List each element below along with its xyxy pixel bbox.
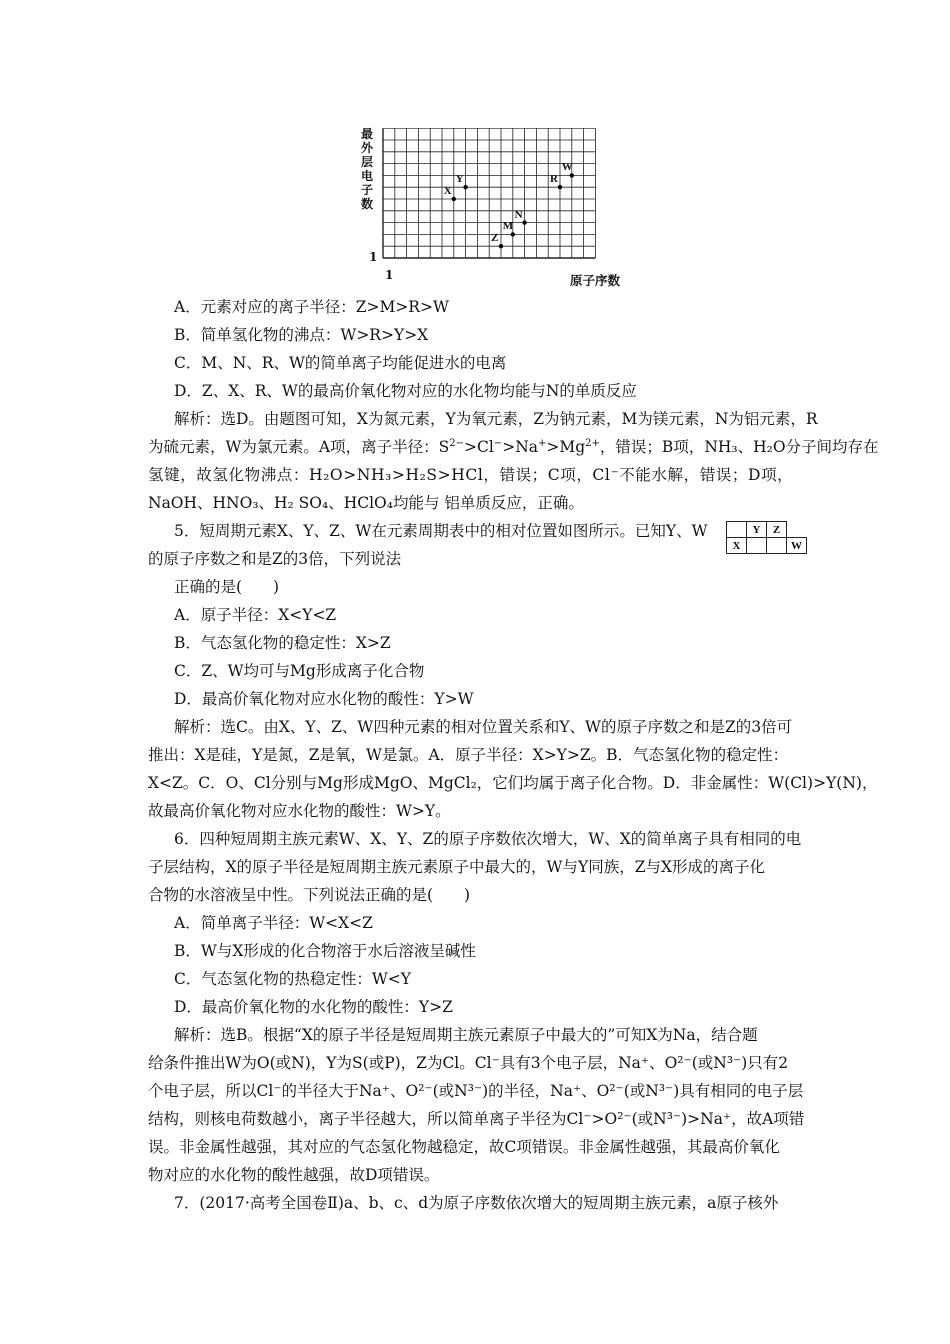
- pt-cell: Y: [747, 522, 767, 538]
- chart-ylabel: 最 外 层 电 子 数: [361, 127, 374, 211]
- pt-cell: Z: [767, 522, 787, 538]
- pt-cell: X: [727, 538, 747, 554]
- data-label-n: N: [514, 208, 523, 221]
- q4-option-d: D．Z、X、R、W的最高价氧化物对应的水化物均能与N的单质反应: [174, 382, 637, 400]
- q4-option-b: B．简单氢化物的沸点：W>R>Y>X: [174, 326, 429, 344]
- q5-explanation-4: 故最高价氧化物对应水化物的酸性：W>Y。: [148, 802, 451, 820]
- q6-option-d: D．最高价氧化物的水化物的酸性：Y>Z: [174, 998, 453, 1016]
- pt-cell: [787, 522, 807, 538]
- q6-explanation-6: 物对应的水化物的酸性越强，故D项错误。: [148, 1166, 440, 1184]
- q7-stem-1: 7．(2017·高考全国卷Ⅱ)a、b、c、d为原子序数依次增大的短周期主族元素，a原子核外: [174, 1194, 779, 1212]
- q5-option-a: A．原子半径：X<Y<Z: [174, 606, 337, 624]
- q5-stem-2: 的原子序数之和是Z的3倍，下列说法: [148, 550, 402, 568]
- q6-stem-1: 6．四种短周期主族元素W、X、Y、Z的原子序数依次增大，W、X的简单离子具有相同的电: [174, 830, 802, 848]
- y-tick-1: 1: [369, 250, 378, 264]
- x-tick-1: 1: [385, 268, 394, 282]
- q4-option-a: A．元素对应的离子半径：Z>M>R>W: [174, 298, 449, 316]
- q5-option-c: C．Z、W均可与Mg形成离子化合物: [174, 662, 425, 680]
- pt-cell: [727, 522, 747, 538]
- q6-option-c: C．气态氢化物的热稳定性：W<Y: [174, 970, 412, 988]
- q4-explanation-3: 氢键，故氢化物沸点：H₂O>NH₃>H₂S>HCl，错误；C项，Cl⁻不能水解，错误；D项，: [148, 466, 794, 484]
- data-label-m: M: [502, 220, 514, 233]
- data-label-x: X: [443, 185, 452, 197]
- q5-option-b: B．气态氢化物的稳定性：X>Z: [174, 634, 391, 652]
- q5-option-d: D．最高价氧化物对应水化物的酸性：Y>W: [174, 690, 474, 708]
- data-point-y: [463, 185, 467, 189]
- q6-stem-2: 子层结构，X的原子半径是短周期主族元素原子中最大的，W与Y同族，Z与X形成的离子化: [148, 858, 766, 876]
- q6-stem-3: 合物的水溶液呈中性。下列说法正确的是( ): [148, 886, 471, 904]
- data-point-m: [511, 232, 515, 236]
- q5-stem-3: 正确的是( ): [174, 578, 280, 596]
- q6-explanation-2: 给条件推出W为O(或N)，Y为S(或P)，Z为Cl。Cl⁻具有3个电子层，Na⁺、O²⁻(或N³⁻)只有2: [148, 1054, 789, 1072]
- q4-explanation-2: 为硫元素，W为氯元素。A项，离子半径：$S^{2-}>Cl^->Na^+>Mg^{2+}$，错误；B项，NH₃、H₂O分子间均存在: [148, 437, 879, 456]
- q6-option-b: B．W与X形成的化合物溶于水后溶液呈碱性: [174, 942, 476, 960]
- data-point-n: [522, 220, 526, 224]
- data-label-y: Y: [455, 173, 464, 186]
- chart-xlabel: 原子序数: [570, 273, 621, 288]
- pt-cell: [767, 538, 787, 554]
- data-label-z: Z: [491, 232, 499, 245]
- data-point-w: [570, 173, 574, 177]
- chart-grid: [375, 128, 615, 268]
- q6-explanation-5: 误。非金属性越强，其对应的气态氢化物越稳定，故C项错误。非金属性越强，其最高价氧化: [148, 1138, 780, 1156]
- q5-stem-1: 5．短周期元素X、Y、Z、W在元素周期表中的相对位置如图所示。已知Y、W: [174, 522, 708, 540]
- data-point-x: [452, 197, 456, 201]
- data-label-r: R: [550, 173, 558, 186]
- data-point-r: [558, 185, 562, 189]
- q4-option-c: C．M、N、R、W的简单离子均能促进水的电离: [174, 354, 507, 372]
- pt-cell: W: [787, 538, 807, 554]
- q5-periodic-table: [726, 521, 807, 554]
- data-label-w: W: [561, 161, 573, 174]
- q4-explanation-4: NaOH、HNO₃、H₂ SO₄、HClO₄均能与 铝单质反应，正确。: [148, 494, 584, 512]
- q6-explanation-1: 解析：选B。根据“X的原子半径是短周期主族元素原子中最大的”可知X为Na，结合题: [174, 1026, 758, 1044]
- q5-explanation-1: 解析：选C。由X、Y、Z、W四种元素的相对位置关系和Y、W的原子序数之和是Z的3倍可: [174, 718, 793, 736]
- data-point-z: [499, 244, 503, 248]
- q4-explanation-1: 解析：选D。由题图可知，X为氮元素，Y为氧元素，Z为钠元素，M为镁元素，N为铝元素，R: [174, 410, 818, 428]
- pt-cell: [747, 538, 767, 554]
- q6-option-a: A．简单离子半径：W<X<Z: [174, 914, 373, 932]
- q6-explanation-4: 结构，则核电荷数越小，离子半径越大，所以简单离子半径为Cl⁻>O²⁻(或N³⁻)>Na⁺，故A项错: [148, 1110, 805, 1128]
- q6-explanation-3: 个电子层，所以Cl⁻的半径大于Na⁺、O²⁻(或N³⁻)的半径，Na⁺、O²⁻(或N³⁻)具有相同的电子层: [148, 1082, 804, 1100]
- q5-explanation-2: 推出：X是硅，Y是氮，Z是氧，W是氯。A．原子半径：X>Y>Z。B．气态氢化物的稳定性：: [148, 746, 789, 764]
- q5-explanation-3: X<Z。C．O、Cl分别与Mg形成MgO、MgCl₂，它们均属于离子化合物。D．非金属性：W(Cl)>Y(N)，: [148, 774, 878, 792]
